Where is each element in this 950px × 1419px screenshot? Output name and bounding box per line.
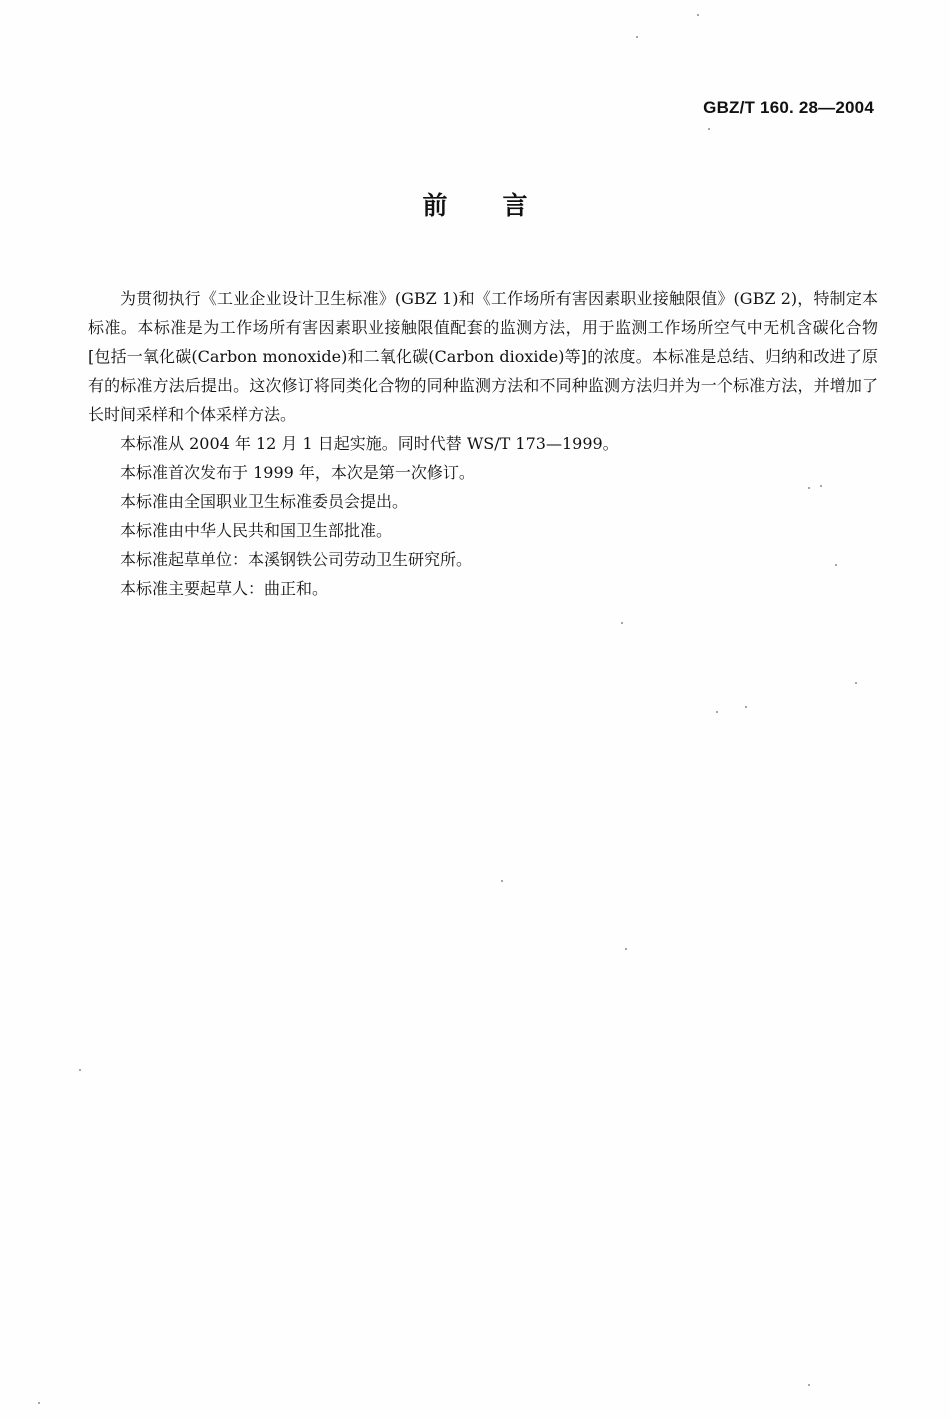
scan-speck bbox=[708, 128, 710, 130]
paragraph-drafting-unit: 本标准起草单位：本溪钢铁公司劳动卫生研究所。 bbox=[120, 550, 473, 569]
scan-speck bbox=[808, 487, 810, 489]
paragraph-drafter: 本标准主要起草人：曲正和。 bbox=[120, 579, 329, 598]
scan-speck bbox=[625, 948, 627, 950]
scan-speck bbox=[636, 36, 638, 38]
paragraph-effective-date: 本标准从 2004 年 12 月 1 日起实施。同时代替 WS/T 173—1999。 bbox=[120, 434, 619, 453]
scan-speck bbox=[501, 880, 503, 882]
scan-speck bbox=[38, 1402, 40, 1404]
scan-speck bbox=[808, 1384, 810, 1386]
paragraph-approver: 本标准由中华人民共和国卫生部批准。 bbox=[120, 521, 393, 540]
page-title: 前言 bbox=[422, 191, 583, 220]
scan-speck bbox=[835, 564, 837, 566]
scan-speck bbox=[79, 1069, 81, 1071]
paragraph-first-release: 本标准首次发布于 1999 年，本次是第一次修订。 bbox=[120, 463, 475, 482]
scan-speck bbox=[716, 711, 718, 713]
scan-speck bbox=[820, 485, 822, 487]
scan-speck bbox=[697, 14, 699, 16]
foreword-body bbox=[88, 284, 878, 603]
paragraph-proposer: 本标准由全国职业卫生标准委员会提出。 bbox=[120, 492, 409, 511]
standard-code: GBZ/T 160. 28—2004 bbox=[703, 98, 874, 117]
scan-speck bbox=[621, 622, 623, 624]
paragraph-purpose: 为贯彻执行《工业企业设计卫生标准》(GBZ 1)和《工作场所有害因素职业接触限值》(GBZ 2)，特制定本标准。本标准是为工作场所有害因素职业接触限值配套的监测方法，用于监测工作场所空气中无机含碳化合物[包括一氧化碳(Carbon monoxide)和二氧化碳(Carbon dioxide)等]的浓度。本标准是总结、归纳和改进了原有的标准方法后提出。这次修订将同类化合物的同种监测方法和不同种监测方法归并为一个标准方法，并增加了长时间采样和个体采样方法。 bbox=[88, 289, 878, 424]
scan-speck bbox=[745, 706, 747, 708]
scan-speck bbox=[855, 682, 857, 684]
